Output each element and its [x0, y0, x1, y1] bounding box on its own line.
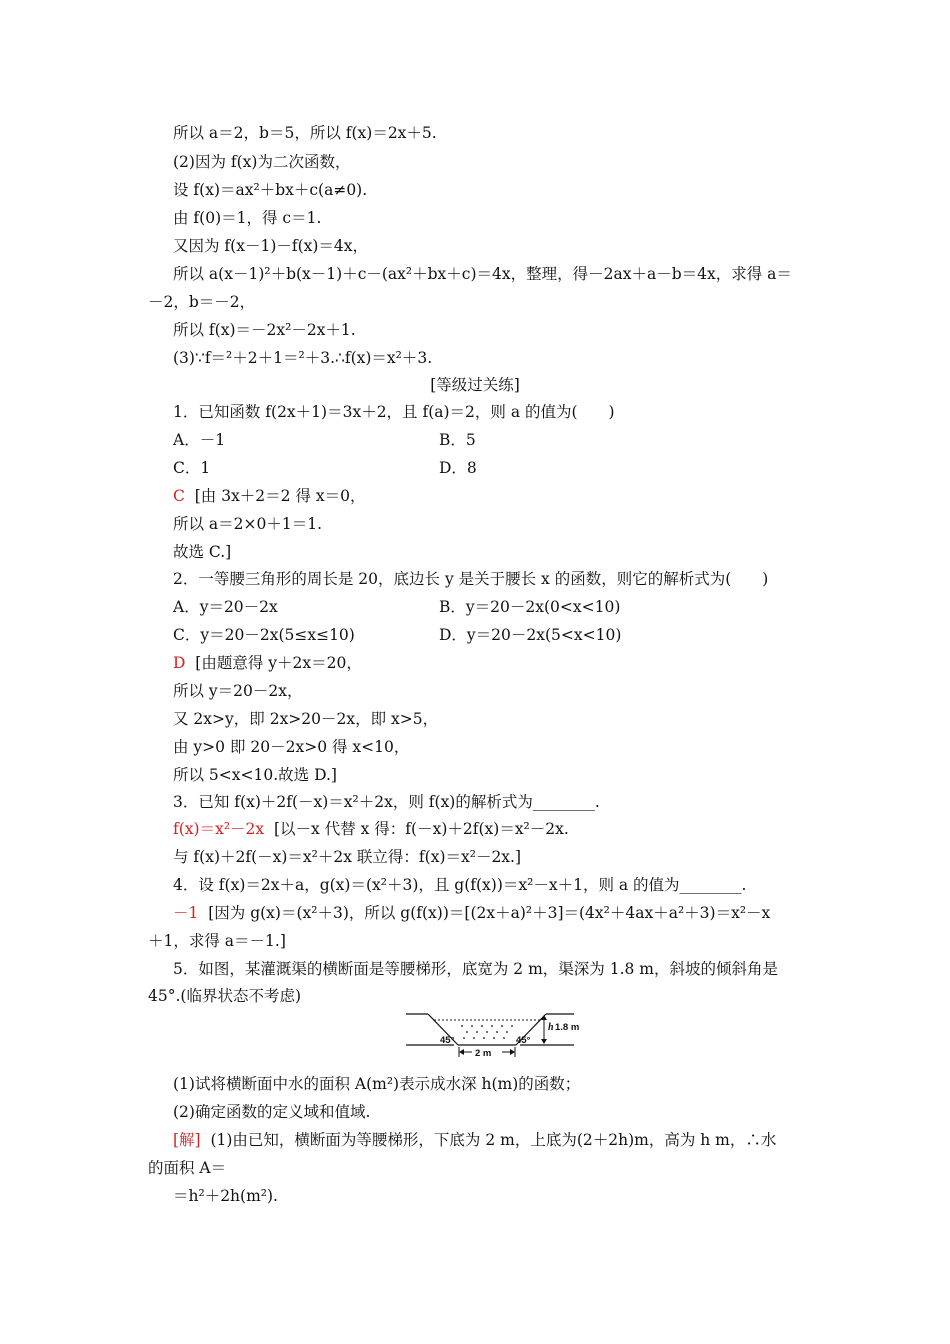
text-line: 与 f(x)＋2f(－x)＝x²＋2x 联立得：f(x)＝x²－2x.]: [173, 848, 522, 866]
right-angle-label: 45°: [516, 1035, 531, 1046]
text-line: (2)因为 f(x)为二次函数，: [173, 153, 351, 171]
text-line: (1)试将横断面中水的面积 A(m²)表示成水深 h(m)的函数；: [173, 1075, 581, 1093]
solution-text: [以－x 代替 x 得：f(－x)＋2f(x)＝x²－2x.: [274, 820, 569, 838]
question-2: 2．一等腰三角形的周长是 20，底边长 y 是关于腰长 x 的函数，则它的解析式为( ): [173, 570, 769, 588]
solution-text: [因为 g(x)＝(x²＋3)，所以 g(f(x))＝[(2x＋a)²＋3]＝(4x²＋4ax＋a²＋3)＝x²－x: [208, 904, 771, 922]
width-label: 2 m: [475, 1048, 492, 1058]
option-a: A．－1: [173, 431, 226, 449]
text-line: 由 f(0)＝1，得 c＝1.: [173, 209, 322, 227]
solution-text: [由 3x＋2＝2 得 x＝0，: [194, 487, 366, 505]
text-line: 所以 a(x－1)²＋b(x－1)＋c－(ax²＋bx＋c)＝4x，整理，得－2ax＋a－b＝4x，求得 a＝: [173, 265, 792, 283]
answer-letter: D: [173, 654, 186, 672]
text-line: 的面积 A＝: [148, 1159, 227, 1177]
option-b: B．5: [439, 431, 476, 449]
text-line: ＝h²＋2h(m²).: [173, 1187, 278, 1205]
text-line: 又因为 f(x－1)－f(x)＝4x，: [173, 237, 369, 255]
text-line: 所以 f(x)＝－2x²－2x＋1.: [173, 321, 356, 339]
option-d: D．8: [439, 459, 477, 477]
answer-line: [173, 485, 366, 507]
answer-letter: C: [173, 487, 185, 505]
answer-line: [173, 652, 362, 674]
question-4: 4．设 f(x)＝2x＋a，g(x)＝(x²＋3)，且 g(f(x))＝x²－x＋1，则 a 的值为________.: [173, 876, 747, 894]
answer-line: [173, 902, 770, 924]
text-line: 所以 5<x<10.故选 D.]: [173, 766, 337, 784]
height-label: h: [548, 1022, 554, 1033]
text-line: 所以 a＝2×0＋1＝1.: [173, 515, 323, 533]
option-d: D．y＝20－2x(5<x<10): [439, 626, 622, 644]
answer-expression: f(x)＝x²－2x: [173, 820, 265, 838]
question-1: 1．已知函数 f(2x＋1)＝3x＋2，且 f(a)＝2，则 a 的值为( ): [173, 403, 615, 421]
text-line: 所以 a＝2，b＝5，所以 f(x)＝2x＋5.: [173, 124, 437, 142]
text-line: (2)确定函数的定义域和值域.: [173, 1103, 371, 1121]
depth-label: 1.8 m: [555, 1022, 580, 1033]
question-3: 3．已知 f(x)＋2f(－x)＝x²＋2x，则 f(x)的解析式为________.: [173, 793, 600, 811]
text-line: (3)∵f＝²＋2＋1＝²＋3.∴f(x)＝x²＋3.: [173, 349, 433, 367]
text-line: 故选 C.]: [173, 543, 232, 561]
option-b: B．y＝20－2x(0<x<10): [439, 598, 621, 616]
solution-tag: [解]: [173, 1131, 201, 1149]
answer-value: －1: [173, 904, 199, 922]
text-line: 设 f(x)＝ax²＋bx＋c(a≠0).: [173, 181, 368, 199]
text-line: 45°.(临界状态不考虑): [148, 987, 301, 1005]
question-5: 5．如图，某灌溉渠的横断面是等腰梯形，底宽为 2 m，渠深为 1.8 m，斜坡的倾斜角是: [173, 960, 778, 978]
left-angle-label: 45°: [440, 1035, 455, 1046]
option-c: C．y＝20－2x(5≤x≤10): [173, 626, 355, 644]
solution-line: [173, 1129, 776, 1151]
answer-line: [173, 818, 569, 840]
solution-text: (1)由已知，横断面为等腰梯形，下底为 2 m，上底为(2＋2h)m，高为 h m，∴水: [210, 1131, 777, 1149]
text-line: ＋1，求得 a＝－1.]: [148, 932, 286, 950]
text-line: 又 2x>y，即 2x>20－2x，即 x>5，: [173, 710, 439, 728]
text-line: 所以 y＝20－2x，: [173, 682, 303, 700]
option-c: C．1: [173, 459, 211, 477]
option-a: A．y＝20－2x: [173, 598, 278, 616]
section-heading: [等级过关练]: [430, 376, 520, 394]
text-line: －2，b＝－2，: [148, 293, 256, 311]
text-line: 由 y>0 即 20－2x>0 得 x<10，: [173, 738, 410, 756]
solution-text: [由题意得 y＋2x＝20，: [195, 654, 362, 672]
canal-cross-section-figure: [404, 1010, 580, 1058]
